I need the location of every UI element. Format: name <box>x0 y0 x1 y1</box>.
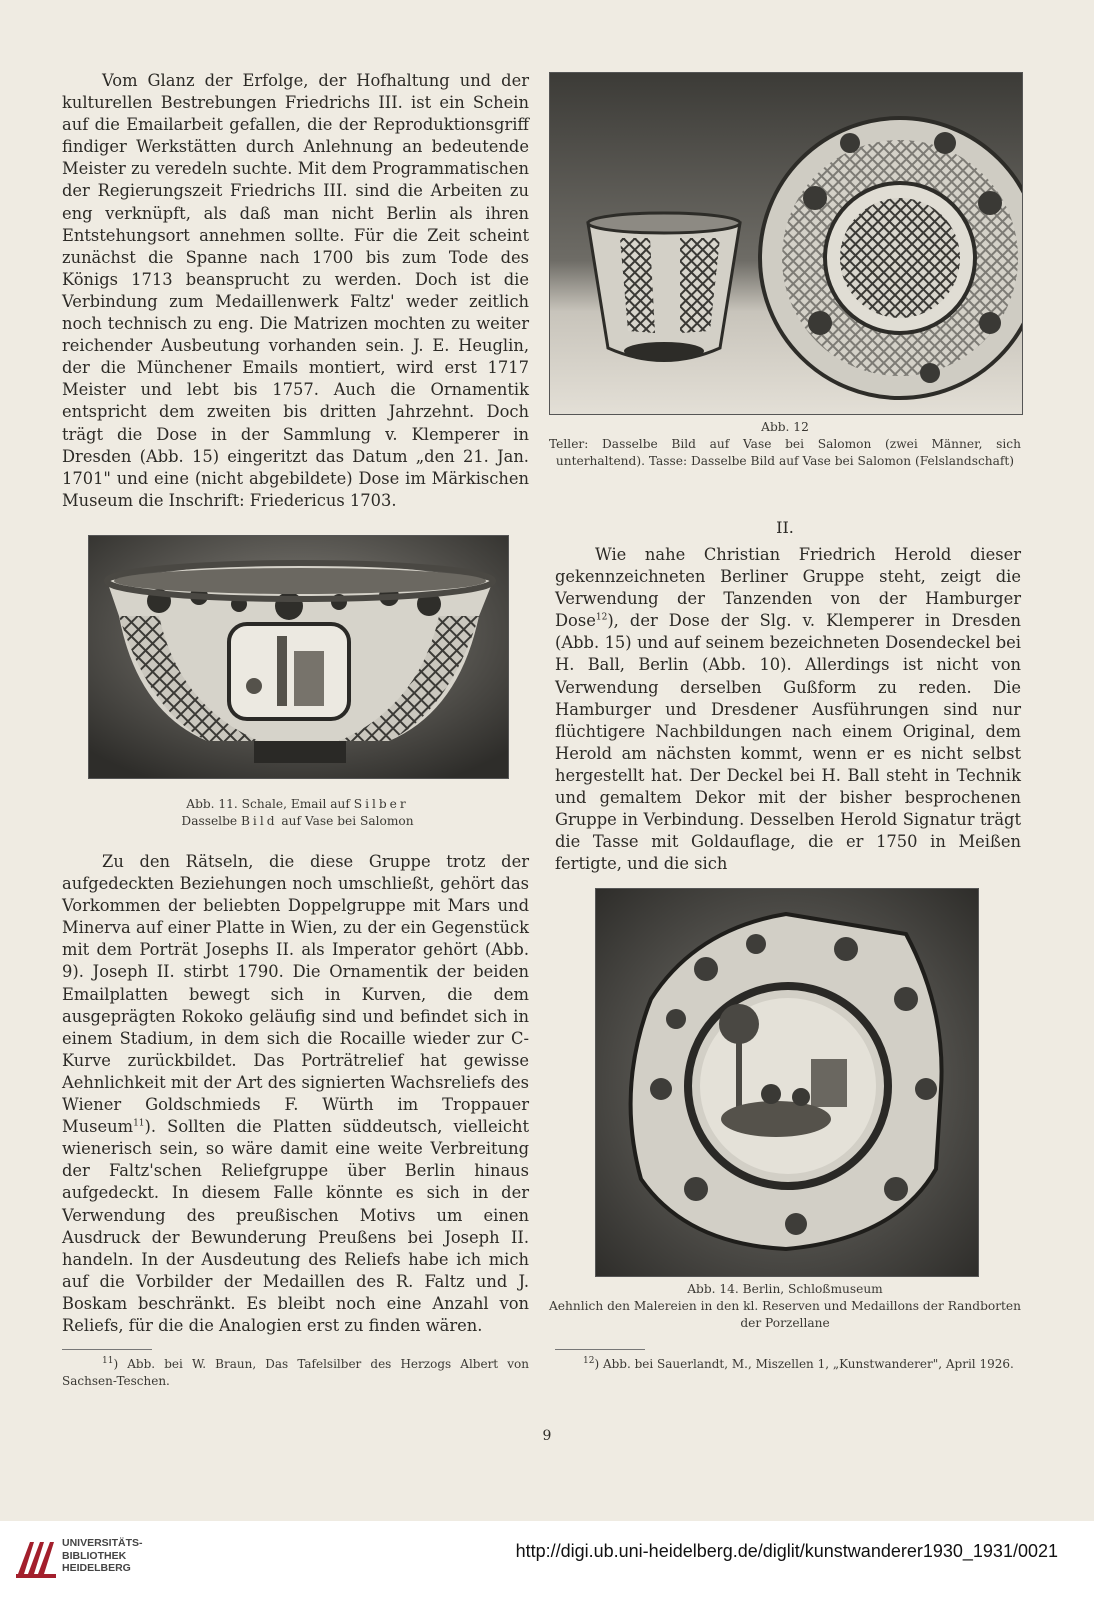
page-number: 9 <box>542 1428 552 1444</box>
figure-14-caption <box>549 1281 1021 1332</box>
library-name-line: HEIDELBERG <box>62 1562 131 1574</box>
caption-spaced-text: Bild <box>240 814 278 828</box>
cup-saucer-illustration <box>550 73 1022 414</box>
plate-illustration <box>596 889 978 1276</box>
caption-text: auf Vase bei Salomon <box>277 814 414 828</box>
library-footer <box>0 1521 1094 1597</box>
footnote-12 <box>555 1356 1021 1373</box>
footnote-text: ) Abb. bei Sauerlandt, M., Miszellen 1, „Kunstwanderer", April 1926. <box>594 1357 1014 1371</box>
left-paragraph-2 <box>62 851 529 1337</box>
paragraph-span: ). Sollten die Platten süddeutsch, vielleicht wienerisch sein, so wäre damit eine weite Verbreitung der Faltz'schen Reliefgruppe über Berlin hinaus aufgedeckt. In diesem Falle könnte es sich in der Verwendung des preußischen Motivs um einen Ausdruck der Bewunderung Preußens bei Joseph II. handeln. In der Ausdeutung des Reliefs habe ich mich auf die Vorbilder der Medaillen des R. Faltz und J. Boskam beschränkt. Es bleibt noch eine Anzahl von Reliefs, für die die Analogien erst zu finden wären. <box>62 1117 529 1335</box>
paragraph-span: Zu den Rätseln, die diese Gruppe trotz der aufgedeckten Beziehungen noch umschließt, gehört das Vorkommen der beliebten Doppelgruppe mit Mars und Minerva auf einer Platte in Wien, zu der ein Gegenstück mit dem Porträt Josephs II. als Imperator gehört (Abb. 9). Joseph II. stirbt 1790. Die Ornamentik der beiden Emailplatten bewegt sich in Kurven, die dem ausgeprägten Rokoko geläufig sind und befindet sich in einem Stadium, in dem sich die Rocaille wieder zur C-Kurve zurückbildet. Das Porträtrelief hat gewisse Aehnlichkeit mit der Art des signierten Wachsreliefs des Wiener Goldschmieds F. Würth im Troppauer Museum <box>62 852 529 1137</box>
paragraph-span: Wie nahe Christian Friedrich Herold dieser gekennzeichneten Berliner Gruppe steht, zeigt die Verwendung der Tanzenden von der Hamburger Dose <box>555 545 1021 631</box>
paragraph-text <box>62 851 529 1337</box>
bowl-illustration <box>89 536 508 778</box>
source-url-link[interactable]: http://digi.ub.uni-heidelberg.de/diglit/kunstwanderer1930_1931/0021 <box>515 1541 1058 1561</box>
footnote-ref: 12 <box>595 612 608 623</box>
footnote-11 <box>62 1356 529 1390</box>
footnote-text: ) Abb. bei W. Braun, Das Tafelsilber des Herzogs Albert von Sachsen-Teschen. <box>62 1357 529 1388</box>
figure-12-caption <box>549 419 1021 470</box>
library-name <box>62 1537 143 1575</box>
caption-spaced-text: Silber <box>353 797 409 811</box>
caption-text: Aehnlich den Malereien in den kl. Reserven und Medaillons der Randborten der Porzellane <box>549 1299 1021 1330</box>
right-paragraph-1 <box>555 544 1021 875</box>
figure-11-caption-line-2 <box>88 813 507 830</box>
paragraph-span: ), der Dose der Slg. v. Klemperer in Dresden (Abb. 15) und auf seinem bezeichneten Dosendeckel bei H. Ball, Berlin (Abb. 10). Allerdings ist nicht von Verwendung derselben Gußform zu reden. Die Hamburger und Dresdener Ausführungen sind nur flüchtigere Nachbildungen nach einem Original, dem Herold am nächsten kommt, wenn er es nicht selbst hergestellt hat. Der Deckel bei H. Ball steht in Technik und gemaltem Dekor mit der bisher besprochenen Gruppe in Verbindung. Desselben Herold Signatur trägt die Tasse mit Goldauflage, die er 1750 in Meißen fertigte, und die sich <box>555 611 1021 874</box>
caption-title: Abb. 14. Berlin, Schloßmuseum <box>687 1282 883 1296</box>
library-name-line: UNIVERSITÄTS- <box>62 1537 143 1549</box>
left-paragraph-1 <box>62 70 529 512</box>
figure-11-caption-line-1 <box>88 796 507 813</box>
section-heading: II. <box>776 518 794 537</box>
caption-text: Abb. 11. Schale, Email auf <box>186 797 354 811</box>
footnote-divider <box>62 1349 152 1350</box>
figure-14-image <box>595 888 979 1277</box>
footnote-ref: 11 <box>133 1118 145 1129</box>
paragraph-text <box>555 544 1021 875</box>
footnote-number: 12 <box>583 1356 595 1366</box>
footnote-number: 11 <box>102 1356 114 1366</box>
paragraph-text: Vom Glanz der Erfolge, der Hofhaltung und der kulturellen Bestrebungen Friedrichs III. ist ein Schein auf die Emailarbeit gefallen, die der Reproduktionsgriff findiger Werkstätten durch Anlehnung an bedeutende Meister zu veredeln suchte. Mit dem Programmatischen der Regierungszeit Friedrichs III. sind die Arbeiten zu eng verknüpft, als daß man nicht Berlin als ihren Entstehungsort annehmen sollte. Für die Zeit scheint zunächst die Spanne nach 1700 bis zum Tode des Königs 1713 beansprucht zu werden. Doch ist die Verbindung zum Medaillenwerk Faltz' weder zeitlich noch technisch zu eng. Die Matrizen mochten zu weiter reichender Ausbeutung vorhanden sein. J. E. Heuglin, der die Münchener Emails montiert, wird erst 1717 Meister und lebt bis 1757. Auch die Ornamentik entspricht dem zweiten bis dritten Jahrzehnt. Doch trägt die Dose in der Sammlung v. Klemperer in Dresden (Abb. 15) eingeritzt das Datum „den 21. Jan. 1701" und eine (nicht abgebildete) Dose im Märkischen Museum die Inschrift: Friedericus 1703. <box>62 71 529 510</box>
caption-title: Abb. 12 <box>761 420 809 434</box>
footnote-divider <box>555 1349 645 1350</box>
library-name-line: BIBLIOTHEK <box>62 1549 127 1562</box>
figure-11-image <box>88 535 509 779</box>
library-logo-icon <box>12 1534 58 1580</box>
figure-12-image <box>549 72 1023 415</box>
caption-text: Dasselbe <box>181 814 241 828</box>
figure-11-caption <box>88 796 507 830</box>
caption-text: Teller: Dasselbe Bild auf Vase bei Salomon (zwei Männer, sich unterhaltend). Tasse: Dasselbe Bild auf Vase bei Salomon (Felslandschaft) <box>549 437 1021 468</box>
